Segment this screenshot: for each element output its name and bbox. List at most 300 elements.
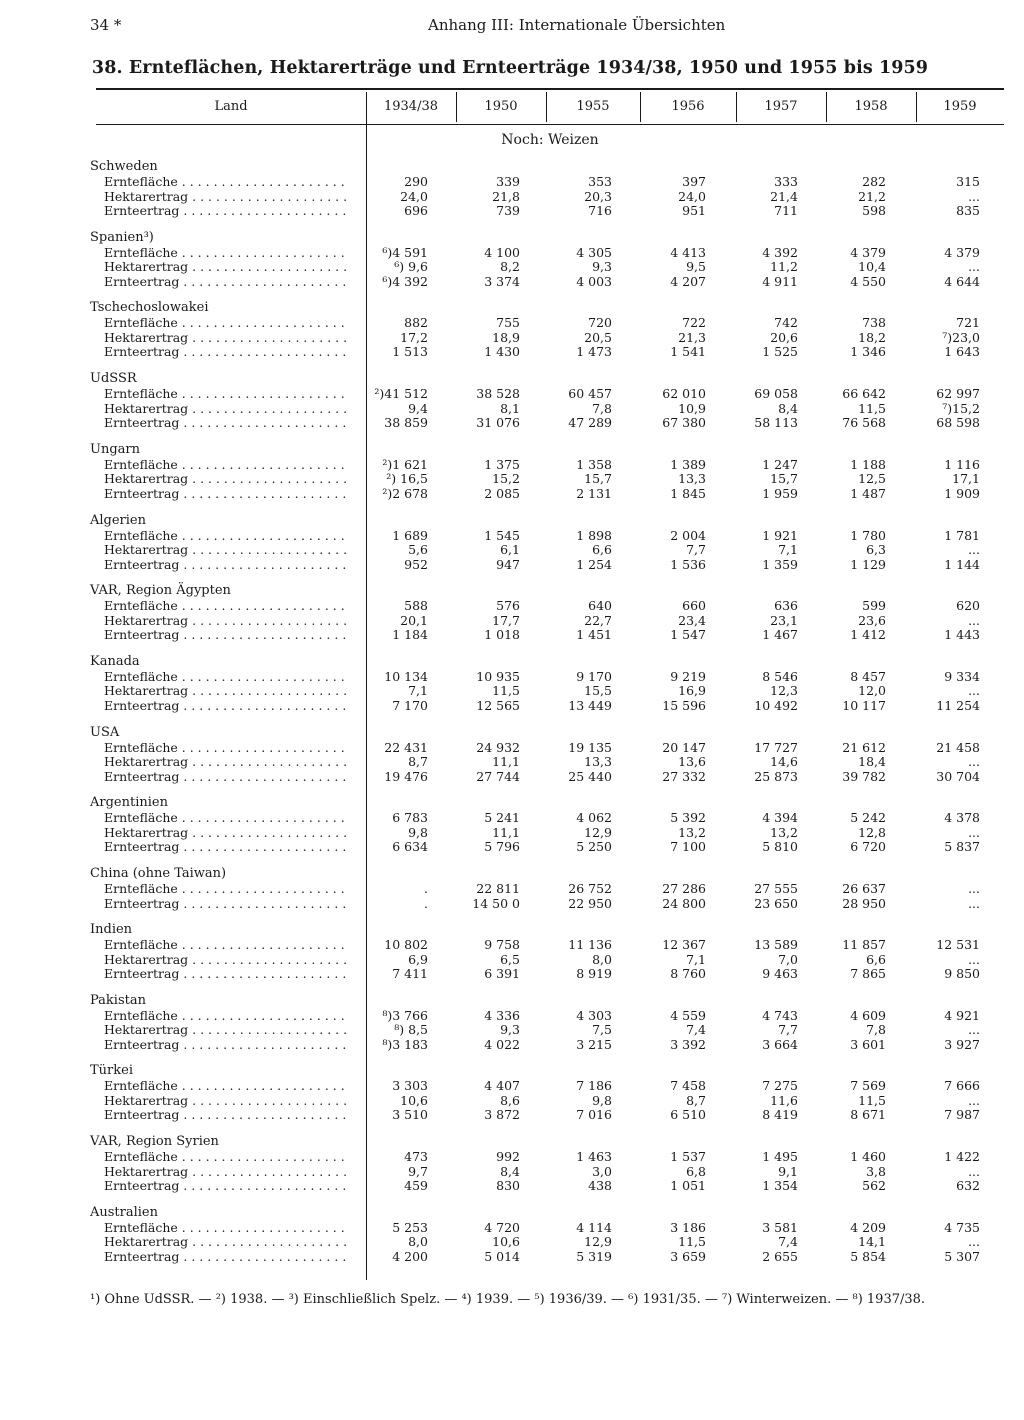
table-cell: 13,3 (678, 471, 706, 487)
metric-label: Erntefläche . . . (104, 175, 348, 190)
table-cell: 13 449 (568, 697, 612, 713)
metric-label: Erntefläche . . . (104, 1009, 348, 1024)
table-cell: 459 (404, 1178, 428, 1194)
table-cell: 20,3 (584, 188, 612, 204)
table-cell: 696 (404, 203, 428, 218)
table-cell: 8 419 (762, 1107, 798, 1123)
table-cell: 6 783 (392, 810, 428, 826)
metric-label: Hektarertrag . . . (104, 1094, 348, 1109)
table-cell: 4 609 (850, 1007, 886, 1023)
table-cell: 1 921 (762, 527, 798, 543)
table-cell: 11,1 (492, 754, 520, 770)
column-header: 1959 (943, 99, 977, 114)
table-cell: 9,8 (592, 1092, 612, 1108)
table-cell: ⁶)4 392 (382, 273, 428, 289)
table-cell: 4 207 (670, 273, 706, 289)
metric-label: Erntefläche . . . (104, 599, 348, 614)
metric-label: Hektarertrag . . . (104, 1165, 348, 1180)
table-cell: 3 659 (670, 1248, 706, 1264)
table-cell: 25 440 (568, 768, 612, 784)
table-cell: 660 (682, 598, 706, 614)
table-cell: 1 346 (850, 344, 886, 360)
table-cell: 11 857 (842, 937, 886, 952)
table-cell: 3 186 (670, 1219, 706, 1235)
table-cell: 1 358 (576, 456, 612, 472)
table-title: 38. Ernteflächen, Hektarerträge und Ernteerträge 1934/38, 1950 und 1955 bis 1959 (91, 58, 929, 78)
table-cell: 1 359 (762, 556, 798, 572)
table-cell: 10 935 (476, 668, 520, 684)
table-cell: 9,7 (408, 1163, 428, 1179)
column-divider (916, 92, 917, 122)
table-cell: 333 (774, 174, 798, 189)
table-cell: 5 307 (944, 1248, 980, 1264)
table-cell: 1 845 (670, 485, 706, 501)
table-cell: 4 559 (670, 1007, 706, 1023)
table-cell: 19 135 (568, 739, 612, 755)
table-cell: 9,3 (592, 259, 612, 275)
table-cell: 39 782 (842, 768, 886, 784)
column-divider (826, 92, 827, 122)
table-cell: 22,7 (584, 612, 612, 628)
table-cell: 951 (682, 203, 706, 218)
table-cell: ⁷)23,0 (942, 329, 980, 345)
country-name: USA (90, 724, 120, 740)
table-cell: 16,9 (678, 683, 706, 699)
table-cell: 1 460 (850, 1149, 886, 1165)
table-cell: 1 547 (670, 627, 706, 643)
table-cell: 1 354 (762, 1178, 798, 1194)
table-cell: 1 467 (762, 627, 798, 643)
table-cell: 11,6 (770, 1092, 798, 1108)
table-cell: 588 (404, 598, 428, 614)
table-cell: 26 637 (842, 881, 886, 896)
table-cell: 1 443 (944, 627, 980, 643)
table-cell: 12 367 (662, 937, 706, 952)
metric-label: Hektarertrag . . . (104, 684, 348, 699)
metric-label: Erntefläche . . . (104, 811, 348, 826)
table-cell: 1 254 (576, 556, 612, 572)
table-cell: 7 100 (670, 839, 706, 855)
table-cell: 290 (404, 174, 428, 189)
table-cell: 9 850 (944, 966, 980, 981)
table-cell: 738 (862, 315, 886, 331)
table-cell: 31 076 (476, 415, 520, 431)
table-cell: 18,4 (858, 754, 886, 770)
table-cell: 7,1 (686, 951, 706, 967)
table-cell: 6,8 (686, 1163, 706, 1179)
country-name: Ungarn (90, 441, 140, 457)
table-cell: 636 (774, 598, 798, 614)
table-cell: 1 545 (484, 527, 520, 543)
table-cell: 5 796 (484, 839, 520, 855)
table-cell: 1 184 (392, 627, 428, 643)
table-cell: 1 898 (576, 527, 612, 543)
table-cell: 7,1 (408, 683, 428, 699)
country-name: Türkei (90, 1063, 133, 1079)
table-cell: 21 612 (842, 739, 886, 755)
column-header: 1955 (576, 99, 610, 114)
table-cell: 4 003 (576, 273, 612, 289)
table-cell: 7,4 (778, 1234, 798, 1250)
column-header: 1956 (671, 99, 705, 114)
table-cell: 353 (588, 174, 612, 189)
table-cell: ... (968, 612, 980, 628)
table-cell: 1 537 (670, 1149, 706, 1165)
table-cell: 882 (404, 315, 428, 331)
table-cell: 7,1 (778, 542, 798, 557)
page-header (90, 12, 930, 36)
table-cell: 11,5 (492, 683, 520, 699)
table-cell: ... (968, 881, 980, 896)
table-cell: 952 (404, 556, 428, 572)
table-cell: 1 116 (944, 456, 980, 472)
table-cell: 22 431 (384, 739, 428, 755)
table-cell: 711 (774, 203, 798, 218)
table-cell: 18,9 (492, 329, 520, 345)
table-cell: 4 200 (392, 1248, 428, 1264)
table-cell: 620 (956, 598, 980, 614)
metric-label: Hektarertrag . . . (104, 1235, 348, 1250)
table-cell: 7 275 (762, 1078, 798, 1094)
table-cell: 11,1 (492, 824, 520, 840)
table-cell: 4 114 (576, 1219, 612, 1235)
metric-label: Hektarertrag . . . (104, 1023, 348, 1038)
table-cell: 3,8 (866, 1163, 886, 1179)
table-cell: 4 394 (762, 810, 798, 826)
table-cell: 9 758 (484, 937, 520, 952)
table-cell: 60 457 (568, 386, 612, 402)
metric-label: Erntefläche . . . (104, 458, 348, 473)
metric-label: Ernteertrag . . . (104, 1108, 348, 1123)
table-cell: 15 596 (662, 697, 706, 713)
table-cell: 397 (682, 174, 706, 189)
table-cell: 3 664 (762, 1036, 798, 1052)
table-cell: 8 671 (850, 1107, 886, 1123)
table-cell: 3 601 (850, 1036, 886, 1052)
table-cell: 10,6 (492, 1234, 520, 1250)
table-cell: 4 720 (484, 1219, 520, 1235)
table-cell: 9,3 (500, 1022, 520, 1038)
metric-label: Hektarertrag . . . (104, 826, 348, 841)
metric-label: Ernteertrag . . . (104, 345, 348, 360)
table-cell: 12,5 (858, 471, 886, 487)
table-cell: 4 911 (762, 273, 798, 289)
table-cell: 7,8 (866, 1022, 886, 1038)
metric-label: Ernteertrag . . . (104, 699, 348, 714)
table-cell: 6,9 (408, 951, 428, 967)
table-cell: 7 666 (944, 1078, 980, 1094)
table-cell: 755 (496, 315, 520, 331)
table-cell: 10,6 (400, 1092, 428, 1108)
table-cell: 4 022 (484, 1036, 520, 1052)
table-cell: 3 927 (944, 1036, 980, 1052)
table-cell: 22 950 (568, 895, 612, 911)
table-cell: 1 188 (850, 456, 886, 472)
table-cell: 1 536 (670, 556, 706, 572)
metric-label: Hektarertrag . . . (104, 260, 348, 275)
table-cell: 992 (496, 1149, 520, 1165)
table-cell: 1 412 (850, 627, 886, 643)
metric-label: Hektarertrag . . . (104, 755, 348, 770)
table-cell: 830 (496, 1178, 520, 1194)
table-cell: 20 147 (662, 739, 706, 755)
table-cell: ... (968, 188, 980, 204)
country-name: Kanada (90, 653, 140, 669)
table-cell: 19 476 (384, 768, 428, 784)
table-cell: 14 50 0 (472, 895, 520, 911)
table-cell: 10 134 (384, 668, 428, 684)
table-cell: ⁶) 9,6 (394, 259, 428, 275)
table-cell: 66 642 (842, 386, 886, 402)
metric-label: Hektarertrag . . . (104, 190, 348, 205)
table-cell: 10 802 (384, 937, 428, 952)
metric-label: Erntefläche . . . (104, 938, 348, 953)
table-cell: 1 463 (576, 1149, 612, 1165)
table-cell: 9,8 (408, 824, 428, 840)
metric-label: Ernteertrag . . . (104, 416, 348, 431)
table-cell: ⁸)3 183 (382, 1036, 428, 1052)
table-cell: 716 (588, 203, 612, 218)
table-cell: 742 (774, 315, 798, 331)
table-cell: ... (968, 1092, 980, 1108)
table-cell: 62 010 (662, 386, 706, 402)
table-cell: 9 334 (944, 668, 980, 684)
table-cell: 3 510 (392, 1107, 428, 1123)
table-cell: . (424, 895, 428, 911)
table-cell: 1 051 (670, 1178, 706, 1194)
table-cell: 7,0 (778, 951, 798, 967)
table-cell: 1 487 (850, 485, 886, 501)
metric-label: Hektarertrag . . . (104, 953, 348, 968)
table-cell: 5 810 (762, 839, 798, 855)
table-cell: 8,4 (500, 1163, 520, 1179)
table-cell: 4 336 (484, 1007, 520, 1023)
table-cell: 5 837 (944, 839, 980, 855)
column-divider (640, 92, 641, 122)
table-cell: 4 743 (762, 1007, 798, 1023)
metric-label: Erntefläche . . . (104, 387, 348, 402)
table-cell: 8 919 (576, 966, 612, 981)
table-cell: 6,1 (500, 542, 520, 557)
table-cell: 473 (404, 1149, 428, 1165)
table-cell: 632 (956, 1178, 980, 1194)
table-cell: 9,1 (778, 1163, 798, 1179)
metric-label: Hektarertrag . . . (104, 331, 348, 346)
table-cell: 8,0 (592, 951, 612, 967)
table-cell: 11,2 (770, 259, 798, 275)
table-cell: 4 209 (850, 1219, 886, 1235)
table-cell: 4 378 (944, 810, 980, 826)
column-header: 1957 (764, 99, 798, 114)
table-cell: 10,4 (858, 259, 886, 275)
table-cell: 8 546 (762, 668, 798, 684)
table-cell: ... (968, 754, 980, 770)
table-cell: 7 987 (944, 1107, 980, 1123)
table-cell: 13,2 (678, 824, 706, 840)
page-number: 34 * (90, 16, 122, 34)
column-divider (736, 92, 737, 122)
table-cell: 11,5 (678, 1234, 706, 1250)
table-cell: 722 (682, 315, 706, 331)
table-cell: 3 303 (392, 1078, 428, 1094)
table-cell: 8,2 (500, 259, 520, 275)
table-cell: 1 959 (762, 485, 798, 501)
table-cell: 339 (496, 174, 520, 189)
table-cell: 1 422 (944, 1149, 980, 1165)
table-cell: 3 374 (484, 273, 520, 289)
table-cell: 4 062 (576, 810, 612, 826)
table-cell: 4 644 (944, 273, 980, 289)
table-cell: 282 (862, 174, 886, 189)
metric-label: Ernteertrag . . . (104, 204, 348, 219)
table-cell: 7,5 (592, 1022, 612, 1038)
table-cell: 1 144 (944, 556, 980, 572)
table-cell: 2 655 (762, 1248, 798, 1264)
table-cell: 1 495 (762, 1149, 798, 1165)
table-cell: 1 389 (670, 456, 706, 472)
table-cell: 1 513 (392, 344, 428, 360)
metric-label: Erntefläche . . . (104, 246, 348, 261)
table-cell: 13 589 (754, 937, 798, 952)
table-cell: 23 650 (754, 895, 798, 911)
table-cell: 5 253 (392, 1219, 428, 1235)
table-cell: 15,7 (584, 471, 612, 487)
table-cell: 8,0 (408, 1234, 428, 1250)
table-cell: ⁸) 8,5 (394, 1022, 428, 1038)
country-name: Australien (90, 1204, 159, 1220)
country-name: Algerien (90, 512, 146, 528)
table-cell: 438 (588, 1178, 612, 1194)
table-cell: 7,4 (686, 1022, 706, 1038)
table-cell: 1 247 (762, 456, 798, 472)
table-cell: 2 131 (576, 485, 612, 501)
table-cell: 7 016 (576, 1107, 612, 1123)
table-cell: 6 391 (484, 966, 520, 981)
table-cell: 4 379 (944, 244, 980, 260)
table-cell: 1 430 (484, 344, 520, 360)
table-cell: 562 (862, 1178, 886, 1194)
table-cell: 5 854 (850, 1248, 886, 1264)
metric-label: Erntefläche . . . (104, 670, 348, 685)
table-cell: 9 170 (576, 668, 612, 684)
metric-label: Erntefläche . . . (104, 1221, 348, 1236)
table-cell: 3 872 (484, 1107, 520, 1123)
table-cell: 17,2 (400, 329, 428, 345)
table-cell: 6,6 (592, 542, 612, 557)
table-cell: 4 379 (850, 244, 886, 260)
table-cell: 3 215 (576, 1036, 612, 1052)
table-cell: 15,7 (770, 471, 798, 487)
table-cell: 1 643 (944, 344, 980, 360)
table-cell: 8,6 (500, 1092, 520, 1108)
table-cell: 4 921 (944, 1007, 980, 1023)
table-cell: 9 219 (670, 668, 706, 684)
metric-label: Hektarertrag . . . (104, 614, 348, 629)
table-cell: 17 727 (754, 739, 798, 755)
metric-label: Hektarertrag . . . (104, 402, 348, 417)
table-cell: 11,5 (858, 400, 886, 416)
table-cell: ²)41 512 (374, 386, 428, 402)
table-cell: ²)1 621 (382, 456, 428, 472)
country-name: UdSSR (90, 371, 137, 387)
table-cell: 1 909 (944, 485, 980, 501)
table-cell: ²)2 678 (382, 485, 428, 501)
table-cell: ²) 16,5 (386, 471, 428, 487)
country-name: Pakistan (90, 992, 146, 1008)
table-cell: 720 (588, 315, 612, 331)
table-cell: 14,6 (770, 754, 798, 770)
table-cell: 30 704 (936, 768, 980, 784)
table-cell: 5 014 (484, 1248, 520, 1264)
column-header: 1958 (854, 99, 888, 114)
metric-label: Ernteertrag . . . (104, 275, 348, 290)
country-name: VAR, Region Ägypten (90, 583, 231, 599)
column-header: 1934/38 (383, 99, 438, 114)
table-cell: 1 375 (484, 456, 520, 472)
country-name: Spanien³) (90, 229, 154, 245)
table-cell: 7,8 (592, 400, 612, 416)
table-cell: 4 413 (670, 244, 706, 260)
table-cell: ⁷)15,2 (942, 400, 980, 416)
table-cell: 21,3 (678, 329, 706, 345)
table-cell: 4 100 (484, 244, 520, 260)
table-cell: 13,3 (584, 754, 612, 770)
table-cell: 3,0 (592, 1163, 612, 1179)
metric-label: Erntefläche . . . (104, 741, 348, 756)
table-cell: 62 997 (936, 386, 980, 402)
table-cell: 5 392 (670, 810, 706, 826)
table-cell: 6 634 (392, 839, 428, 855)
country-name: China (ohne Taiwan) (90, 866, 227, 881)
table-cell: 1 780 (850, 527, 886, 543)
table-cell: . (424, 881, 428, 896)
table-cell: 7 865 (850, 966, 886, 981)
table-cell: ⁶)4 591 (382, 244, 428, 260)
metric-label: Hektarertrag . . . (104, 543, 348, 558)
table-cell: 24 800 (662, 895, 706, 911)
footnotes: ¹) Ohne UdSSR. — ²) 1938. — ³) Einschließlich Spelz. — ⁴) 1939. — ⁵) 1936/39. — ⁶) 1931/35. — ⁷) Winterweizen. — ⁸) 1937/38. (90, 1292, 926, 1307)
table-cell: 58 113 (754, 415, 798, 431)
table-cell: 12 531 (936, 937, 980, 952)
table-cell: 27 555 (754, 881, 798, 896)
table-cell: 7 170 (392, 697, 428, 713)
metric-label: Erntefläche . . . (104, 882, 348, 897)
table-cell: 21 458 (936, 739, 980, 755)
table-cell: 15,2 (492, 471, 520, 487)
column-divider (546, 92, 547, 122)
metric-label: Ernteertrag . . . (104, 628, 348, 643)
metric-label: Ernteertrag . . . (104, 897, 348, 912)
table-cell: ... (968, 895, 980, 911)
table-cell: 12,8 (858, 824, 886, 840)
table-cell: 4 303 (576, 1007, 612, 1023)
table-cell: 8,7 (408, 754, 428, 770)
table-cell: 23,6 (858, 612, 886, 628)
metric-label: Erntefläche . . . (104, 316, 348, 331)
section-label: Noch: Weizen (501, 132, 599, 148)
table-cell: ⁸)3 766 (382, 1007, 428, 1023)
column-divider (456, 92, 457, 122)
table-cell: 315 (956, 174, 980, 189)
table-cell: 22 811 (476, 881, 520, 896)
table-cell: 8,7 (686, 1092, 706, 1108)
table-cell: 10 492 (754, 697, 798, 713)
table-cell: 20,1 (400, 612, 428, 628)
table-cell: 1 018 (484, 627, 520, 643)
table-cell: 21,2 (858, 188, 886, 204)
table-cell: 1 451 (576, 627, 612, 643)
table-cell: 27 286 (662, 881, 706, 896)
